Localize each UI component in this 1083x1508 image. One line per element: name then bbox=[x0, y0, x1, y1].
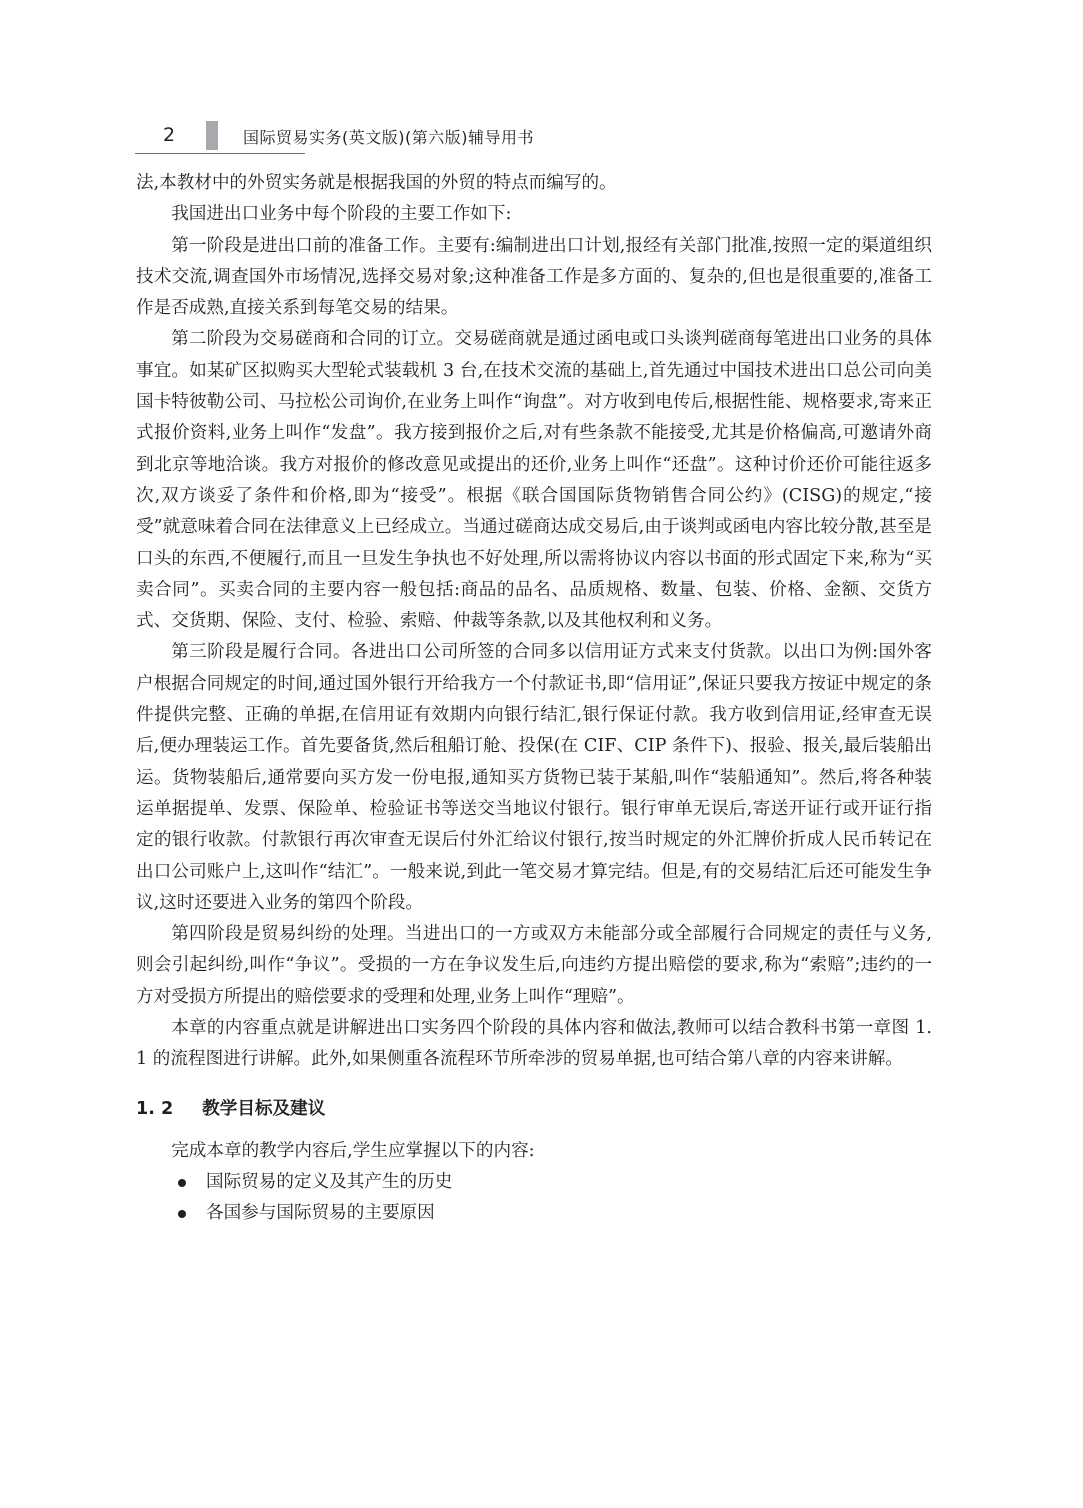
section-number: 1. 2 bbox=[136, 1098, 174, 1119]
paragraph-stage-four: 第四阶段是贸易纠纷的处理。当进出口的一方或双方未能部分或全部履行合同规定的责任与义务,则会引起纠纷,叫作“争议”。受损的一方在争议发生后,向违约方提出赔偿的要求,称为“索赔”;违约的一方对受损方所提出的赔偿要求的受理和处理,业务上叫作“理赔”。 bbox=[136, 924, 932, 1007]
section-title: 教学目标及建议 bbox=[202, 1098, 326, 1119]
paragraph-stage-three: 第三阶段是履行合同。各进出口公司所签的合同多以信用证方式来支付货款。以出口为例:国外客户根据合同规定的时间,通过国外银行开给我方一个付款证书,即“信用证”,保证只要我方按证中规定的条件提供完整、正确的单据,在信用证有效期内向银行结汇,银行保证付款。我方收到信用证,经审查无误后,便办理装运工作。首先要备货,然后租船订舱、投保(在 CIF、CIP 条件下)、报验、报关,最后装船出运。货物装船后,通常要向买方发一份电报,通知买方货物已装于某船,叫作“装船通知”。然后,将各种装运单据提单、发票、保险单、检验证书等送交当地议付银行。银行审单无误后,寄送开证行或开证行指定的银行收款。付款银行再次审查无误后付外汇给议付银行,按当时规定的外汇牌价折成人民币转记在出口公司账户上,这叫作“结汇”。一般来说,到此一笔交易才算完结。但是,有的交易结汇后还可能发生争议,这时还要进入业务的第四个阶段。 bbox=[136, 642, 932, 913]
objectives-list bbox=[136, 1167, 932, 1230]
running-header bbox=[135, 118, 935, 154]
header-bar-decoration bbox=[206, 121, 218, 150]
bullet-icon bbox=[178, 1210, 186, 1218]
list-item bbox=[136, 1167, 932, 1198]
paragraph-stages-intro: 我国进出口业务中每个阶段的主要工作如下: bbox=[171, 204, 512, 225]
book-title: 国际贸易实务(英文版)(第六版)辅导用书 bbox=[243, 128, 534, 147]
page-number: 2 bbox=[163, 124, 176, 146]
section-intro: 完成本章的教学内容后,学生应掌握以下的内容: bbox=[171, 1140, 535, 1161]
paragraph-stage-one: 第一阶段是进出口前的准备工作。主要有:编制进出口计划,报经有关部门批准,按照一定的渠道组织技术交流,调查国外市场情况,选择交易对象;这种准备工作是多方面的、复杂的,但也是很重要的,准备工作是否成熟,直接关系到每笔交易的结果。 bbox=[136, 235, 932, 319]
body-content bbox=[136, 168, 932, 1230]
header-rule bbox=[135, 153, 305, 154]
list-item-text: 国际贸易的定义及其产生的历史 bbox=[206, 1171, 453, 1192]
bullet-icon bbox=[178, 1179, 186, 1187]
list-item-text: 各国参与国际贸易的主要原因 bbox=[206, 1203, 435, 1224]
list-item bbox=[136, 1198, 932, 1229]
paragraph-chapter-focus: 本章的内容重点就是讲解进出口实务四个阶段的具体内容和做法,教师可以结合教科书第一章图 1. 1 的流程图进行讲解。此外,如果侧重各流程环节所牵涉的贸易单据,也可结合第八章的内容来讲解。 bbox=[136, 1018, 932, 1070]
section-heading bbox=[136, 1094, 932, 1124]
paragraph-stage-two: 第二阶段为交易磋商和合同的订立。交易磋商就是通过函电或口头谈判磋商每笔进出口业务的具体事宜。如某矿区拟购买大型轮式装载机 3 台,在技术交流的基础上,首先通过中国技术进出口总公司向美国卡特彼勒公司、马拉松公司询价,在业务上叫作“询盘”。对方收到电传后,根据性能、规格要求,寄来正式报价资料,业务上叫作“发盘”。我方接到报价之后,对有些条款不能接受,尤其是价格偏高,可邀请外商到北京等地洽谈。我方对报价的修改意见或提出的还价,业务上叫作“还盘”。这种讨价还价可能往返多次,双方谈妥了条件和价格,即为“接受”。根据《联合国国际货物销售合同公约》(CISG)的规定,“接受”就意味着合同在法律意义上已经成立。当通过磋商达成交易后,由于谈判或函电内容比较分散,甚至是口头的东西,不便履行,而且一旦发生争执也不好处理,所以需将协议内容以书面的形式固定下来,称为“买卖合同”。买卖合同的主要内容一般包括:商品的品名、品质规格、数量、包装、价格、金额、交货方式、交货期、保险、支付、检验、索赔、仲裁等条款,以及其他权利和义务。 bbox=[136, 329, 932, 632]
paragraph-continuation: 法,本教材中的外贸实务就是根据我国的外贸的特点而编写的。 bbox=[136, 173, 617, 193]
